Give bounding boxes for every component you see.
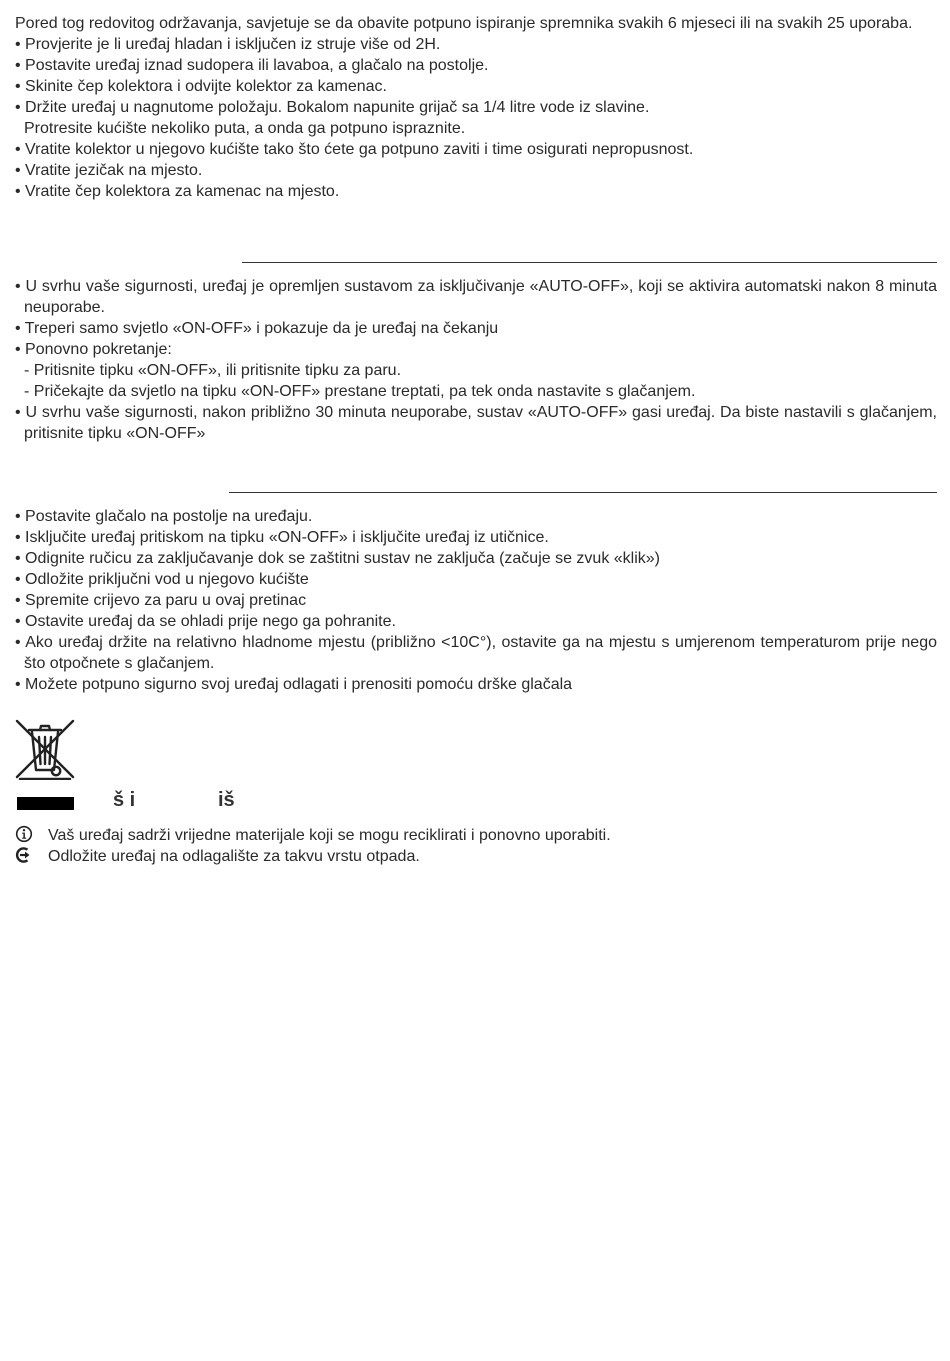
maintenance-step: • Skinite čep kolektora i odvijte kolektor za kamenac. (15, 78, 387, 95)
storage-item: • Odložite priključni vod u njegovo kućište (15, 571, 309, 588)
auto-off-bullet: • Treperi samo svjetlo «ON-OFF» i pokazuje da je uređaj na čekanju (15, 320, 499, 337)
environment-heading-fragment: iš (218, 789, 235, 811)
info-icon (15, 825, 33, 843)
auto-off-bullet: • Ponovno pokretanje: (15, 341, 172, 358)
section-divider (242, 262, 937, 263)
arrow-right-circle-icon (15, 846, 33, 864)
environment-heading-fragment: š i (113, 789, 136, 811)
maintenance-step: • Držite uređaj u nagnutome položaju. Bokalom napunite grijač sa 1/4 litre vode iz slavine. (15, 99, 650, 116)
storage-item: • Možete potpuno sigurno svoj uređaj odlagati i prenositi pomoću drške glačala (15, 676, 573, 693)
storage-item: • Isključite uređaj pritiskom na tipku «ON-OFF» i isključite uređaj iz utičnice. (15, 529, 549, 546)
maintenance-step-continuation: Protresite kućište nekoliko puta, a onda ga potpuno ispraznite. (24, 120, 466, 137)
maintenance-step: • Vratite jezičak na mjesto. (15, 162, 203, 179)
auto-off-bullet: • U svrhu vaše sigurnosti, uređaj je opremljen sustavom za isključivanje «AUTO-OFF», koji se aktivira automatski nakon 8 minuta neuporabe. (15, 278, 937, 316)
storage-item: • Ako uređaj držite na relativno hladnome mjestu (približno <10C°), ostavite ga na mjestu s umjerenom temperaturom prije nego što otpočnete s glačanjem. (15, 634, 937, 672)
maintenance-step: • Provjerite je li uređaj hladan i isključen iz struje više od 2H. (15, 36, 441, 53)
storage-section (15, 506, 937, 695)
storage-item: • Spremite crijevo za paru u ovaj pretinac (15, 592, 307, 609)
weee-bin-icon (14, 718, 76, 780)
storage-item: • Postavite glačalo na postolje na uređaju. (15, 508, 313, 525)
dispose-text: Odložite uređaj na odlagalište za takvu vrstu otpada. (48, 848, 420, 865)
info-text: Vaš uređaj sadrži vrijedne materijale koji se mogu reciklirati i ponovno uporabiti. (48, 827, 611, 844)
maintenance-step: • Vratite čep kolektora za kamenac na mjesto. (15, 183, 340, 200)
auto-off-substep: - Pričekajte da svjetlo na tipku «ON-OFF» prestane treptati, pa tek onda nastavite s glačanjem. (24, 383, 696, 400)
auto-off-bullet: • U svrhu vaše sigurnosti, nakon približno 30 minuta neuporabe, sustav «AUTO-OFF» gasi uređaj. Da biste nastavili s glačanjem, pritisnite tipku «ON-OFF» (15, 404, 937, 442)
maintenance-step: • Postavite uređaj iznad sudopera ili lavaboa, a glačalo na postolje. (15, 57, 489, 74)
auto-off-substep: - Pritisnite tipku «ON-OFF», ili pritisnite tipku za paru. (24, 362, 402, 379)
auto-off-section (15, 276, 937, 444)
maintenance-step: • Vratite kolektor u njegovo kućište tako što ćete ga potpuno zaviti i time osigurati nepropusnost. (15, 141, 694, 158)
section-marker-bar (17, 797, 74, 810)
maintenance-section (15, 13, 937, 202)
section-divider (229, 492, 937, 493)
storage-item: • Odignite ručicu za zaključavanje dok se zaštitni sustav ne zaključa (začuje se zvuk «klik») (15, 550, 661, 567)
storage-item: • Ostavite uređaj da se ohladi prije nego ga pohranite. (15, 613, 396, 630)
maintenance-intro: Pored tog redovitog održavanja, savjetuje se da obavite potpuno ispiranje spremnika svakih 6 mjeseci ili na svakih 25 uporaba. (15, 15, 913, 32)
